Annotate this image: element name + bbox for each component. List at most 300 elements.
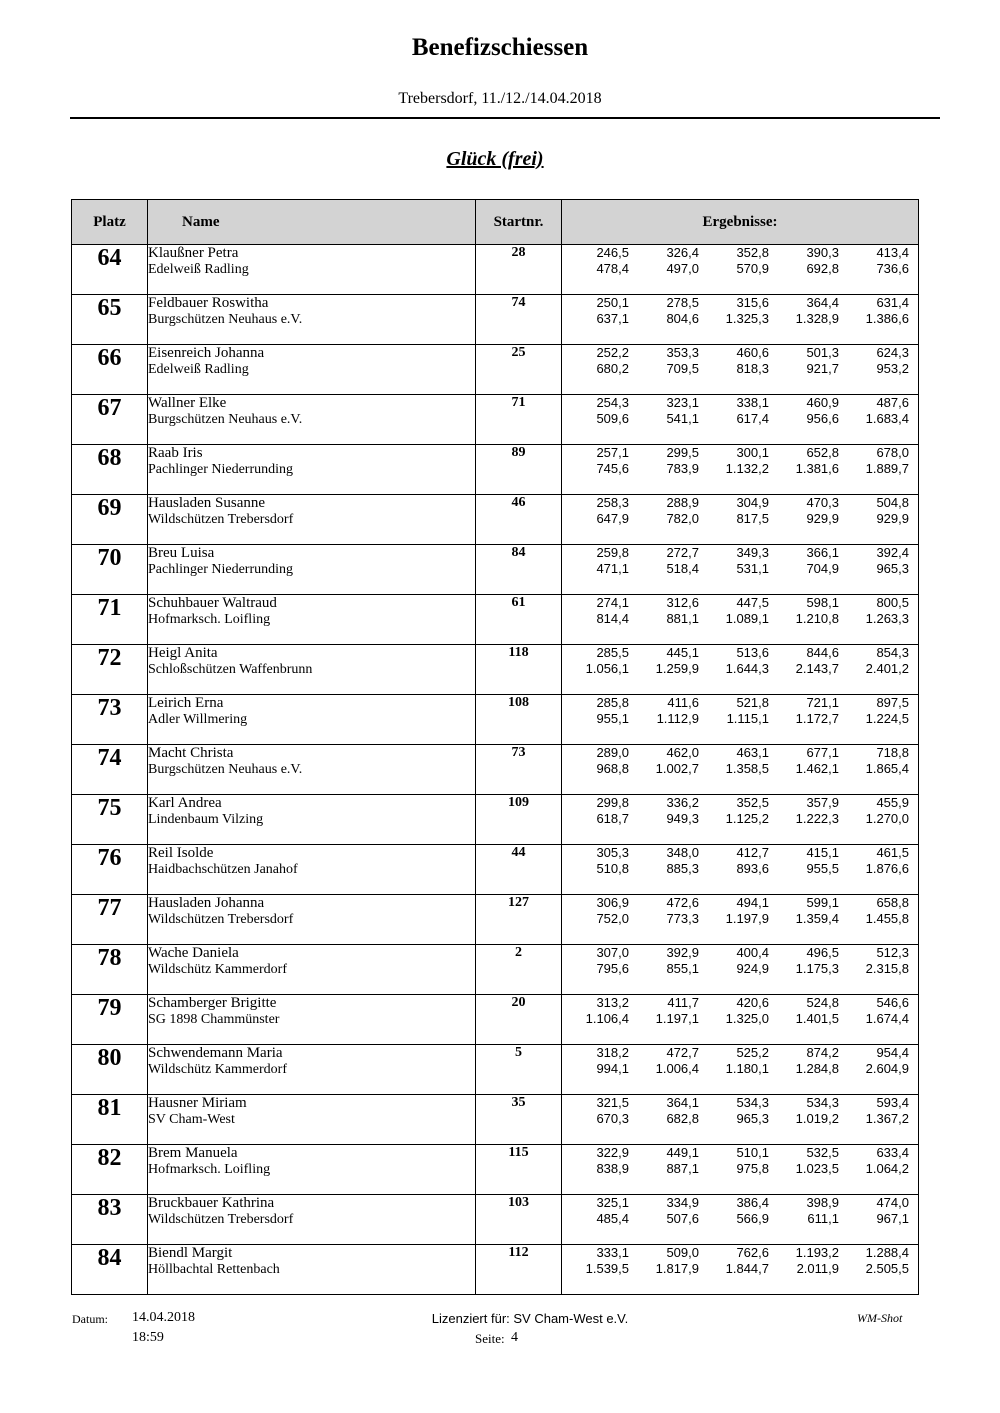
result-line xyxy=(562,1195,918,1211)
result-value: 472,7 xyxy=(666,1045,699,1060)
table-row xyxy=(72,1195,919,1245)
result-value: 323,1 xyxy=(666,395,699,410)
result-value: 854,3 xyxy=(876,645,909,660)
result-line xyxy=(562,511,918,527)
result-line xyxy=(562,1111,918,1127)
result-value: 752,0 xyxy=(596,911,629,926)
startnr-cell: 44 xyxy=(476,845,562,895)
footer-license: Lizenziert für: SV Cham-West e.V. xyxy=(431,1311,629,1326)
result-value: 357,9 xyxy=(806,795,839,810)
name-cell xyxy=(148,945,476,995)
name-cell xyxy=(148,245,476,295)
results-cell xyxy=(562,1195,919,1245)
result-value: 1.325,0 xyxy=(725,1011,769,1026)
result-value: 929,9 xyxy=(876,511,909,526)
result-value: 333,1 xyxy=(596,1245,629,1260)
result-value: 1.386,6 xyxy=(865,311,909,326)
result-value: 1.817,9 xyxy=(655,1261,699,1276)
result-line xyxy=(562,695,918,711)
result-value: 593,4 xyxy=(876,1095,909,1110)
result-value: 460,6 xyxy=(736,345,769,360)
result-value: 470,3 xyxy=(806,495,839,510)
header-ergebnisse: Ergebnisse: xyxy=(562,200,919,245)
platz-cell: 81 xyxy=(72,1095,148,1145)
header-startnr: Startnr. xyxy=(476,200,562,245)
result-value: 366,1 xyxy=(806,545,839,560)
result-value: 897,5 xyxy=(876,695,909,710)
result-value: 566,9 xyxy=(736,1211,769,1226)
result-value: 478,4 xyxy=(596,261,629,276)
name-cell xyxy=(148,595,476,645)
startnr-cell: 25 xyxy=(476,345,562,395)
result-value: 349,3 xyxy=(736,545,769,560)
table-row xyxy=(72,645,919,695)
result-value: 949,3 xyxy=(666,811,699,826)
result-value: 633,4 xyxy=(876,1145,909,1160)
result-value: 510,1 xyxy=(736,1145,769,1160)
table-row xyxy=(72,395,919,445)
result-value: 541,1 xyxy=(666,411,699,426)
club-name: Schloßschützen Waffenbrunn xyxy=(148,662,313,677)
result-line xyxy=(562,1245,918,1261)
result-line xyxy=(562,411,918,427)
result-value: 2.143,7 xyxy=(795,661,839,676)
result-value: 512,3 xyxy=(876,945,909,960)
result-value: 449,1 xyxy=(666,1145,699,1160)
name-cell xyxy=(148,1095,476,1145)
result-line xyxy=(562,761,918,777)
result-value: 887,1 xyxy=(666,1161,699,1176)
name-cell xyxy=(148,745,476,795)
result-value: 795,6 xyxy=(596,961,629,976)
result-value: 1.328,9 xyxy=(795,311,839,326)
footer-time: 18:59 xyxy=(132,1330,164,1345)
result-value: 975,8 xyxy=(736,1161,769,1176)
table-row xyxy=(72,845,919,895)
result-value: 893,6 xyxy=(736,861,769,876)
result-value: 968,8 xyxy=(596,761,629,776)
result-value: 455,9 xyxy=(876,795,909,810)
result-value: 272,7 xyxy=(666,545,699,560)
table-row xyxy=(72,545,919,595)
results-table xyxy=(71,199,919,1295)
result-value: 680,2 xyxy=(596,361,629,376)
results-cell xyxy=(562,445,919,495)
shooter-name: Heigl Anita xyxy=(148,645,218,661)
name-cell xyxy=(148,395,476,445)
result-line xyxy=(562,1061,918,1077)
table-row xyxy=(72,1245,919,1295)
name-cell xyxy=(148,495,476,545)
result-value: 2.315,8 xyxy=(865,961,909,976)
shooter-name: Brem Manuela xyxy=(148,1145,238,1161)
result-value: 534,3 xyxy=(736,1095,769,1110)
result-value: 611,1 xyxy=(807,1211,839,1226)
result-value: 1.224,5 xyxy=(865,711,909,726)
result-line xyxy=(562,461,918,477)
startnr-cell: 112 xyxy=(476,1245,562,1295)
result-value: 338,1 xyxy=(736,395,769,410)
result-value: 274,1 xyxy=(596,595,629,610)
platz-cell: 76 xyxy=(72,845,148,895)
shooter-name: Wache Daniela xyxy=(148,945,239,961)
club-name: SG 1898 Chammünster xyxy=(148,1012,280,1027)
result-value: 1.175,3 xyxy=(795,961,839,976)
result-line xyxy=(562,1095,918,1111)
result-value: 570,9 xyxy=(736,261,769,276)
header-platz: Platz xyxy=(72,200,148,245)
table-row xyxy=(72,995,919,1045)
club-name: SV Cham-West xyxy=(148,1112,235,1127)
result-value: 299,8 xyxy=(596,795,629,810)
platz-cell: 68 xyxy=(72,445,148,495)
startnr-cell: 2 xyxy=(476,945,562,995)
result-value: 624,3 xyxy=(876,345,909,360)
result-value: 955,5 xyxy=(806,861,839,876)
name-cell xyxy=(148,845,476,895)
result-value: 315,6 xyxy=(736,295,769,310)
result-value: 246,5 xyxy=(596,245,629,260)
result-value: 1.172,7 xyxy=(795,711,839,726)
result-value: 460,9 xyxy=(806,395,839,410)
event-subtitle: Trebersdorf, 11./12./14.04.2018 xyxy=(398,90,602,107)
startnr-cell: 5 xyxy=(476,1045,562,1095)
result-line xyxy=(562,845,918,861)
header-name-label: Name xyxy=(182,213,220,230)
result-value: 364,1 xyxy=(666,1095,699,1110)
result-line xyxy=(562,395,918,411)
table-row xyxy=(72,1095,919,1145)
shooter-name: Schwendemann Maria xyxy=(148,1045,283,1061)
name-cell xyxy=(148,1045,476,1095)
club-name: Wildschützen Trebersdorf xyxy=(148,512,294,527)
startnr-cell: 73 xyxy=(476,745,562,795)
result-value: 670,3 xyxy=(596,1111,629,1126)
platz-cell: 84 xyxy=(72,1245,148,1295)
platz-cell: 72 xyxy=(72,645,148,695)
club-name: Wildschützen Trebersdorf xyxy=(148,912,294,927)
result-value: 2.401,2 xyxy=(865,661,909,676)
result-value: 534,3 xyxy=(806,1095,839,1110)
result-value: 1.210,8 xyxy=(795,611,839,626)
startnr-cell: 127 xyxy=(476,895,562,945)
result-line xyxy=(562,595,918,611)
shooter-name: Bruckbauer Kathrina xyxy=(148,1195,275,1211)
result-value: 300,1 xyxy=(736,445,769,460)
result-value: 692,8 xyxy=(806,261,839,276)
result-value: 325,1 xyxy=(596,1195,629,1210)
result-value: 647,9 xyxy=(596,511,629,526)
platz-cell: 74 xyxy=(72,745,148,795)
result-value: 677,1 xyxy=(806,745,839,760)
footer-page-number: 4 xyxy=(511,1330,518,1345)
result-value: 844,6 xyxy=(806,645,839,660)
startnr-cell: 118 xyxy=(476,645,562,695)
result-value: 497,0 xyxy=(666,261,699,276)
table-row xyxy=(72,695,919,745)
result-value: 1.539,5 xyxy=(585,1261,629,1276)
result-value: 804,6 xyxy=(666,311,699,326)
result-value: 631,4 xyxy=(876,295,909,310)
shooter-name: Hausladen Johanna xyxy=(148,895,265,911)
result-line xyxy=(562,811,918,827)
result-value: 658,8 xyxy=(876,895,909,910)
result-value: 885,3 xyxy=(666,861,699,876)
result-value: 1.359,4 xyxy=(795,911,839,926)
result-value: 1.876,6 xyxy=(865,861,909,876)
result-value: 390,3 xyxy=(806,245,839,260)
club-name: Edelweiß Radling xyxy=(148,262,249,277)
result-value: 326,4 xyxy=(666,245,699,260)
startnr-cell: 46 xyxy=(476,495,562,545)
result-line xyxy=(562,661,918,677)
result-value: 2.505,5 xyxy=(865,1261,909,1276)
result-line xyxy=(562,1261,918,1277)
result-value: 599,1 xyxy=(806,895,839,910)
result-line xyxy=(562,861,918,877)
result-value: 1.844,7 xyxy=(725,1261,769,1276)
result-value: 956,6 xyxy=(806,411,839,426)
results-cell xyxy=(562,995,919,1045)
results-cell xyxy=(562,1245,919,1295)
result-value: 1.284,8 xyxy=(795,1061,839,1076)
table-row xyxy=(72,245,919,295)
club-name: Pachlinger Niederrunding xyxy=(148,562,294,577)
result-value: 411,7 xyxy=(667,995,699,1010)
shooter-name: Hausladen Susanne xyxy=(148,495,266,511)
result-line xyxy=(562,611,918,627)
result-value: 1.222,3 xyxy=(795,811,839,826)
result-value: 352,5 xyxy=(736,795,769,810)
platz-cell: 79 xyxy=(72,995,148,1045)
result-value: 532,5 xyxy=(806,1145,839,1160)
result-value: 353,3 xyxy=(666,345,699,360)
result-value: 413,4 xyxy=(876,245,909,260)
platz-cell: 67 xyxy=(72,395,148,445)
result-value: 257,1 xyxy=(596,445,629,460)
result-value: 1.197,1 xyxy=(655,1011,699,1026)
results-cell xyxy=(562,795,919,845)
result-value: 412,7 xyxy=(736,845,769,860)
results-cell xyxy=(562,645,919,695)
results-cell xyxy=(562,545,919,595)
shooter-name: Hausner Miriam xyxy=(148,1095,247,1111)
result-value: 881,1 xyxy=(666,611,699,626)
result-value: 252,2 xyxy=(596,345,629,360)
platz-cell: 65 xyxy=(72,295,148,345)
club-name: Wildschützen Trebersdorf xyxy=(148,1212,294,1227)
table-header-row xyxy=(72,200,919,245)
result-value: 704,9 xyxy=(806,561,839,576)
result-value: 258,3 xyxy=(596,495,629,510)
result-value: 400,4 xyxy=(736,945,769,960)
result-value: 521,8 xyxy=(736,695,769,710)
table-row xyxy=(72,895,919,945)
platz-cell: 64 xyxy=(72,245,148,295)
result-value: 773,3 xyxy=(666,911,699,926)
result-value: 1.115,1 xyxy=(726,711,769,726)
result-line xyxy=(562,561,918,577)
result-value: 447,5 xyxy=(736,595,769,610)
result-value: 496,5 xyxy=(806,945,839,960)
result-value: 994,1 xyxy=(596,1061,629,1076)
shooter-name: Raab Iris xyxy=(148,445,203,461)
table-row xyxy=(72,745,919,795)
shooter-name: Schamberger Brigitte xyxy=(148,995,277,1011)
result-value: 965,3 xyxy=(876,561,909,576)
results-cell xyxy=(562,945,919,995)
result-value: 462,0 xyxy=(666,745,699,760)
name-cell xyxy=(148,895,476,945)
results-cell xyxy=(562,1045,919,1095)
name-cell xyxy=(148,345,476,395)
result-value: 1.019,2 xyxy=(795,1111,839,1126)
header-divider xyxy=(70,117,940,119)
result-line xyxy=(562,895,918,911)
result-value: 1.106,4 xyxy=(585,1011,629,1026)
result-value: 2.011,9 xyxy=(796,1261,839,1276)
result-value: 1.064,2 xyxy=(865,1161,909,1176)
result-line xyxy=(562,911,918,927)
startnr-cell: 89 xyxy=(476,445,562,495)
result-value: 487,6 xyxy=(876,395,909,410)
result-line xyxy=(562,1011,918,1027)
result-value: 618,7 xyxy=(596,811,629,826)
result-value: 783,9 xyxy=(666,461,699,476)
result-value: 278,5 xyxy=(666,295,699,310)
result-value: 471,1 xyxy=(596,561,629,576)
result-value: 321,5 xyxy=(596,1095,629,1110)
table-row xyxy=(72,945,919,995)
club-name: Wildschütz Kammerdorf xyxy=(148,1062,288,1077)
result-line xyxy=(562,995,918,1011)
result-line xyxy=(562,245,918,261)
result-value: 818,3 xyxy=(736,361,769,376)
result-line xyxy=(562,1211,918,1227)
result-value: 598,1 xyxy=(806,595,839,610)
shooter-name: Wallner Elke xyxy=(148,395,227,411)
table-row xyxy=(72,295,919,345)
results-cell xyxy=(562,595,919,645)
name-cell xyxy=(148,545,476,595)
result-value: 254,3 xyxy=(596,395,629,410)
section-heading: Glück (frei) xyxy=(446,148,544,170)
result-value: 463,1 xyxy=(736,745,769,760)
result-value: 1.197,9 xyxy=(725,911,769,926)
result-value: 954,4 xyxy=(876,1045,909,1060)
result-value: 501,3 xyxy=(806,345,839,360)
table-row xyxy=(72,1045,919,1095)
club-name: Lindenbaum Vilzing xyxy=(148,812,264,827)
result-value: 513,6 xyxy=(736,645,769,660)
results-cell xyxy=(562,1095,919,1145)
startnr-cell: 109 xyxy=(476,795,562,845)
club-name: Höllbachtal Rettenbach xyxy=(148,1262,280,1277)
platz-cell: 69 xyxy=(72,495,148,545)
result-value: 322,9 xyxy=(596,1145,629,1160)
result-value: 259,8 xyxy=(596,545,629,560)
name-cell xyxy=(148,1195,476,1245)
result-value: 474,0 xyxy=(876,1195,909,1210)
result-value: 485,4 xyxy=(596,1211,629,1226)
startnr-cell: 28 xyxy=(476,245,562,295)
result-value: 965,3 xyxy=(736,1111,769,1126)
result-line xyxy=(562,295,918,311)
result-line xyxy=(562,961,918,977)
result-value: 524,8 xyxy=(806,995,839,1010)
table-row xyxy=(72,1145,919,1195)
result-value: 509,0 xyxy=(666,1245,699,1260)
shooter-name: Macht Christa xyxy=(148,745,234,761)
result-value: 1.193,2 xyxy=(795,1245,839,1260)
result-value: 1.023,5 xyxy=(795,1161,839,1176)
platz-cell: 73 xyxy=(72,695,148,745)
shooter-name: Schuhbauer Waltraud xyxy=(148,595,277,611)
result-value: 392,9 xyxy=(666,945,699,960)
result-value: 1.381,6 xyxy=(795,461,839,476)
result-value: 1.401,5 xyxy=(795,1011,839,1026)
result-value: 306,9 xyxy=(596,895,629,910)
table-row xyxy=(72,795,919,845)
club-name: Burgschützen Neuhaus e.V. xyxy=(148,762,303,777)
result-value: 494,1 xyxy=(736,895,769,910)
result-value: 1.259,9 xyxy=(655,661,699,676)
result-value: 420,6 xyxy=(736,995,769,1010)
result-value: 929,9 xyxy=(806,511,839,526)
result-line xyxy=(562,795,918,811)
results-cell xyxy=(562,495,919,545)
platz-cell: 70 xyxy=(72,545,148,595)
result-value: 1.674,4 xyxy=(865,1011,909,1026)
startnr-cell: 61 xyxy=(476,595,562,645)
startnr-cell: 74 xyxy=(476,295,562,345)
result-value: 334,9 xyxy=(666,1195,699,1210)
result-value: 874,2 xyxy=(806,1045,839,1060)
result-value: 509,6 xyxy=(596,411,629,426)
result-line xyxy=(562,745,918,761)
result-line xyxy=(562,711,918,727)
result-value: 800,5 xyxy=(876,595,909,610)
footer-brand: WM-Shot xyxy=(857,1311,903,1325)
result-value: 1.112,9 xyxy=(656,711,699,726)
result-value: 411,6 xyxy=(667,695,699,710)
platz-cell: 77 xyxy=(72,895,148,945)
table-row xyxy=(72,595,919,645)
club-name: Burgschützen Neuhaus e.V. xyxy=(148,312,303,327)
result-value: 472,6 xyxy=(666,895,699,910)
result-line xyxy=(562,445,918,461)
results-cell xyxy=(562,745,919,795)
result-value: 289,0 xyxy=(596,745,629,760)
result-value: 518,4 xyxy=(666,561,699,576)
result-value: 546,6 xyxy=(876,995,909,1010)
footer-datum-label: Datum: xyxy=(72,1312,108,1326)
shooter-name: Leirich Erna xyxy=(148,695,224,711)
result-value: 1.683,4 xyxy=(865,411,909,426)
page-title: Benefizschiessen xyxy=(411,34,589,61)
result-value: 1.889,7 xyxy=(865,461,909,476)
result-line xyxy=(562,1145,918,1161)
result-value: 285,8 xyxy=(596,695,629,710)
results-cell xyxy=(562,295,919,345)
platz-cell: 75 xyxy=(72,795,148,845)
result-line xyxy=(562,545,918,561)
result-value: 814,4 xyxy=(596,611,629,626)
shooter-name: Feldbauer Roswitha xyxy=(148,295,269,311)
result-value: 398,9 xyxy=(806,1195,839,1210)
result-value: 299,5 xyxy=(666,445,699,460)
result-value: 288,9 xyxy=(666,495,699,510)
